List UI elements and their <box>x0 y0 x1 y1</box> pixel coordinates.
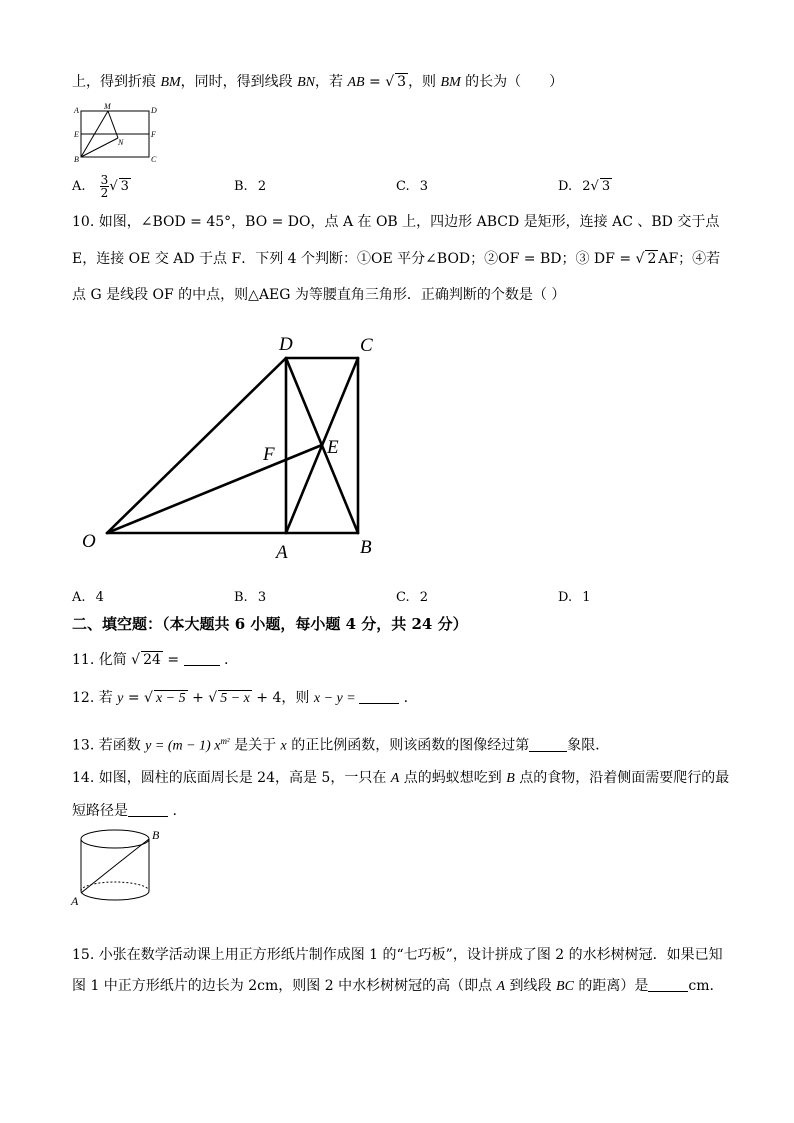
q13 <box>72 731 609 757</box>
q10-label-a: A <box>276 542 288 563</box>
q13-text-d: 象限． <box>567 737 610 754</box>
q9-option-c-text: 3 <box>419 179 429 194</box>
q9-label-b: B <box>74 155 79 164</box>
q10-option-c-text: 2 <box>419 590 429 605</box>
q14-text-c: 点的食物，沿着侧面需要爬行的最 <box>514 770 730 786</box>
q11-sqrt-sign: √ <box>131 652 141 668</box>
q9-text-bm: BM <box>160 75 181 90</box>
q9-option-a-frac <box>100 174 110 199</box>
q12-sqrt2-value: 5 − x <box>220 691 250 706</box>
q9-figure <box>72 104 162 166</box>
q9-option-a-letter: A. <box>72 179 86 194</box>
q10-stem-line1: 10. 如图，∠BOD = 45°，BO = DO，点 A 在 OB 上，四边形 ABCD 是矩形，连接 AC 、BD 交于点 <box>72 214 720 230</box>
q9-label-a: A <box>74 106 79 115</box>
q11-sqrt-value: 24 <box>143 652 161 668</box>
q12-text-end: . <box>399 690 409 706</box>
q13-text-c: 的正比例函数，则该函数的图像经过第 <box>286 737 530 754</box>
q14-answer-blank[interactable] <box>128 802 168 817</box>
q9-text-k: 的长为（ ） <box>460 74 564 90</box>
q10-label-e: E <box>327 437 339 458</box>
q14-cylinder-figure <box>68 826 168 910</box>
q15-text-a: 图 1 中正方形纸片的边长为 2cm，则图 2 中水杉树树冠的高（即点 <box>72 978 497 994</box>
q10-label-d: D <box>279 334 293 355</box>
q9-option-b[interactable] <box>234 178 266 196</box>
q9-label-f: F <box>151 130 156 139</box>
q10-option-c-letter: C. <box>396 590 410 605</box>
q11-text-a: 11. 化简 <box>72 652 132 668</box>
q12-var-y: y <box>117 691 124 706</box>
q9-text-c: ，同时，得到线段 <box>180 74 298 90</box>
q9-option-d-coef: 2 <box>582 179 591 194</box>
q10-sqrt-value: 2 <box>647 251 657 267</box>
q9-text-ab: AB <box>347 75 365 90</box>
q14-stem-line2 <box>72 801 177 821</box>
q12-text-plus2: + 4，则 <box>251 690 314 706</box>
q9-text-bn: BN <box>297 75 316 90</box>
q12 <box>72 688 408 709</box>
q9-label-m: M <box>104 102 111 111</box>
q10-stem-line3: 点 G 是线段 OF 的中点，则△AEG 为等腰直角三角形．正确判断的个数是（ ） <box>72 287 566 303</box>
q9-option-b-letter: B. <box>234 179 248 194</box>
q15-answer-blank[interactable] <box>648 977 688 992</box>
q9-label-e: E <box>74 130 79 139</box>
q15-text-point-a: A <box>496 979 506 994</box>
q10-text-a: E，连接 OE 交 AD 于点 F．下列 4 个判断：①OE 平分∠BOD；②OF = BD；③ DF = <box>72 251 636 267</box>
q12-answer-blank[interactable] <box>359 689 399 704</box>
q10-option-a[interactable] <box>72 589 104 607</box>
q9-text-i: ，则 <box>408 74 441 90</box>
q9-label-c: C <box>151 155 157 164</box>
q9-text-eq: = <box>364 74 386 90</box>
q10-option-b[interactable] <box>234 589 266 607</box>
q9-option-c-letter: C. <box>396 179 410 194</box>
q9-sqrt-value: 3 <box>397 74 407 90</box>
q10-text-c: AF；④若 <box>658 251 721 267</box>
q9-option-a[interactable] <box>72 174 131 199</box>
q13-text-b: 是关于 <box>229 737 281 754</box>
q10-option-a-text: 4 <box>95 590 104 605</box>
q12-text-a: 12. 若 <box>72 690 118 706</box>
q9-option-a-num: 3 <box>100 173 109 187</box>
q10-label-f: F <box>263 444 275 465</box>
q9-label-n: N <box>118 138 124 147</box>
q10-sqrt-sign: √ <box>635 251 645 267</box>
q15-stem-line2 <box>72 976 714 997</box>
q12-expr: x − y = <box>313 691 360 706</box>
q13-exponent: m² <box>220 736 230 746</box>
q15-stem-line1: 15. 小张在数学活动课上用正方形纸片制作成图 1 的“七巧板”，设计拼成了图 2 的水杉树树冠．如果已知 <box>72 947 723 963</box>
q15-text-bc: BC <box>556 979 574 994</box>
q12-sqrt1-sign: √ <box>144 690 153 706</box>
q9-option-c[interactable] <box>396 178 428 196</box>
q13-var-x: x <box>280 738 287 754</box>
q9-option-d[interactable] <box>558 178 612 196</box>
q14-text-point-a: A <box>390 771 400 786</box>
q15-text-c: 的距离）是 <box>573 978 649 994</box>
q9-option-d-sqrt-sign: √ <box>590 179 599 194</box>
q13-expr: y = (m − 1) x <box>145 738 221 754</box>
q10-figure <box>78 328 388 563</box>
q9-option-a-sqrt-sign: √ <box>109 179 118 194</box>
q14-label-b: B <box>152 828 160 842</box>
q10-label-c: C <box>360 335 373 356</box>
q10-option-a-letter: A. <box>72 590 86 605</box>
q14-text-b: 点的蚂蚁想吃到 <box>399 770 507 786</box>
q14-label-a: A <box>71 894 79 908</box>
section-fill-blank-heading: 二、填空题：（本大题共 6 小题，每小题 4 分，共 24 分） <box>72 615 468 633</box>
q14-text-end: . <box>168 803 177 819</box>
q9-stem <box>72 72 563 93</box>
q13-text-a: 13. 若函数 <box>72 737 146 754</box>
q10-option-b-letter: B. <box>234 590 248 605</box>
q13-answer-blank[interactable] <box>529 737 567 752</box>
q9-option-d-sqrt-value: 3 <box>601 179 611 194</box>
q9-sqrt-sign: √ <box>385 74 395 90</box>
q12-sqrt2-sign: √ <box>208 690 218 706</box>
q9-option-d-letter: D. <box>558 179 573 194</box>
q10-option-d-text: 1 <box>582 590 591 605</box>
q10-option-d[interactable] <box>558 589 591 607</box>
q11-text-eq: = <box>162 652 184 668</box>
q9-option-a-den: 2 <box>100 186 109 200</box>
q9-text-a: 上，得到折痕 <box>72 74 161 90</box>
q14-stem-line1 <box>72 768 729 789</box>
q9-option-a-sqrt-value: 3 <box>120 179 129 194</box>
q14-text-a: 14. 如图，圆柱的底面周长是 24，高是 5，一只在 <box>72 770 391 786</box>
q10-label-b: B <box>360 537 372 558</box>
q12-text-eq: = <box>123 690 145 706</box>
q9-option-b-text: 2 <box>257 179 267 194</box>
q14-text-d: 短路径是 <box>72 803 128 819</box>
q11-answer-blank[interactable] <box>184 651 220 666</box>
q10-stem-line2 <box>72 249 720 269</box>
q11 <box>72 650 228 670</box>
q12-sqrt1-value: x − 5 <box>155 691 186 706</box>
q15-text-b: 到线段 <box>505 978 557 994</box>
q12-text-plus: + <box>187 690 209 706</box>
q9-text-e: ，若 <box>315 74 348 90</box>
q15-text-unit: cm. <box>688 978 714 994</box>
q11-text-end: . <box>219 652 229 668</box>
q10-option-d-letter: D. <box>558 590 573 605</box>
q14-text-point-b: B <box>506 771 515 786</box>
q9-label-d: D <box>151 106 157 115</box>
q9-text-bm2: BM <box>440 75 461 90</box>
q10-label-o: O <box>82 531 96 552</box>
q10-option-b-text: 3 <box>257 590 267 605</box>
q10-option-c[interactable] <box>396 589 428 607</box>
